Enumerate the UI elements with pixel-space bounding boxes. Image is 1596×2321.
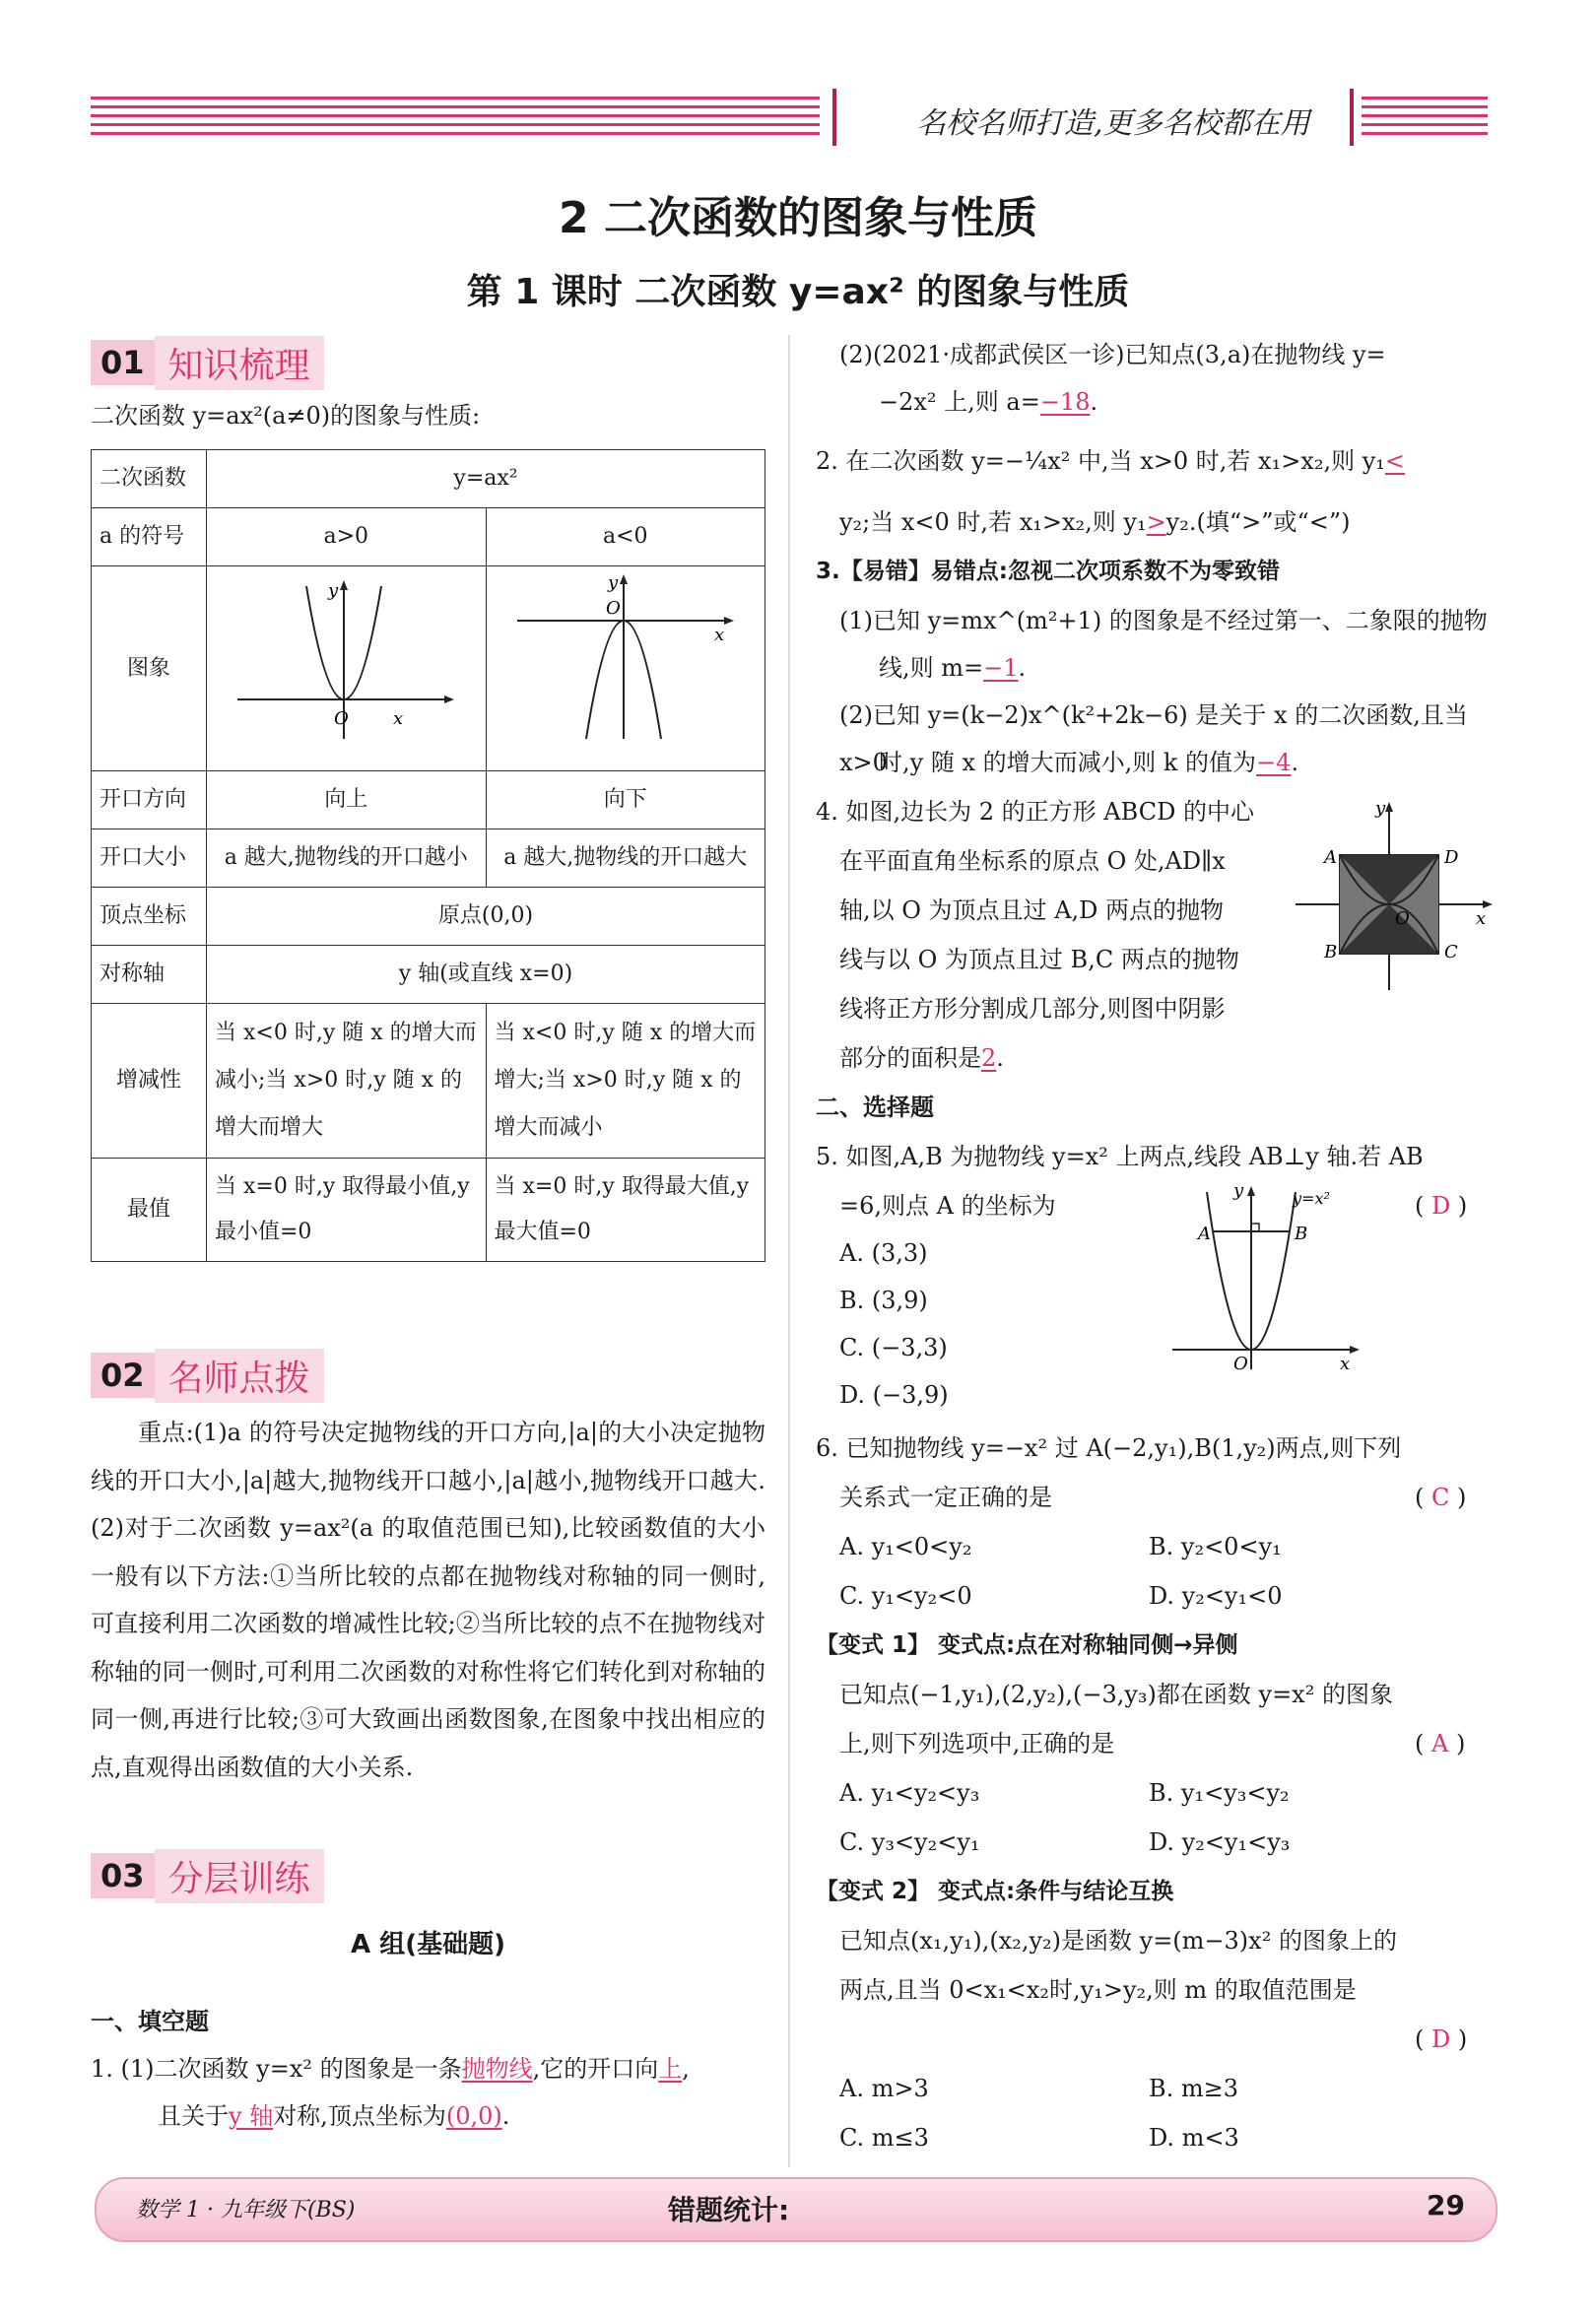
table-cell: 顶点坐标: [92, 888, 207, 946]
question-3-line-1: (1)已知 y=mx^(m²+1) 的图象是不经过第一、二象限的抛物: [839, 607, 1488, 634]
table-cell: 向上: [207, 771, 487, 829]
answer: y 轴: [229, 2102, 274, 2130]
answer: >: [1146, 508, 1166, 536]
section-label: 知识梳理: [155, 336, 324, 390]
axis-label-x: x: [713, 625, 724, 645]
table-cell: 原点(0,0): [207, 888, 765, 946]
origin-label: O: [605, 598, 621, 619]
table-cell: 开口方向: [92, 771, 207, 829]
question-5-answer: ( D ): [1415, 1192, 1468, 1220]
table-cell: 最值: [92, 1159, 207, 1262]
graph-cell-up: [207, 566, 487, 771]
table-row: [92, 888, 765, 946]
question-4-line-3: 轴,以 O 为顶点且过 A,D 两点的抛物: [839, 896, 1225, 924]
section-number: 02: [91, 1353, 155, 1398]
answer: −4: [1256, 749, 1292, 776]
option-a: A. y₁<y₂<y₃: [839, 1779, 980, 1807]
option-a: A. m>3: [839, 2075, 929, 2102]
upward-parabola-graph: [218, 566, 474, 754]
choice-section-title: 二、选择题: [816, 1094, 934, 1121]
parabola-ab-figure: [1163, 1172, 1369, 1379]
text: 对称,顶点坐标为: [273, 2102, 446, 2130]
question-6-line-1: 6. 已知抛物线 y=−x² 过 A(−2,y₁),B(1,y₂)两点,则下列: [816, 1434, 1402, 1462]
table-cell: 当 x<0 时,y 随 x 的增大而增大;当 x>0 时,y 随 x 的增大而减小: [486, 1004, 765, 1159]
text: .: [501, 2102, 510, 2130]
lesson-title: 第 1 课时 二次函数 y=ax² 的图象与性质: [466, 272, 1130, 312]
text: 部分的面积是: [839, 1044, 981, 1072]
question-4-line-2: 在平面直角坐标系的原点 O 处,AD∥x: [839, 847, 1226, 875]
option-c: C. y₁<y₂<0: [839, 1582, 972, 1610]
table-cell: a>0: [207, 508, 487, 566]
footer-book-label: 数学 1 · 九年级下(BS): [136, 2198, 356, 2222]
option-c: C. m≤3: [839, 2124, 929, 2152]
section-label: 名师点拨: [155, 1349, 324, 1403]
label-a: A: [1324, 847, 1337, 868]
option-b: B. y₂<0<y₁: [1149, 1533, 1282, 1560]
table-cell: 对称轴: [92, 946, 207, 1004]
table-cell: a 越大,抛物线的开口越大: [486, 829, 765, 888]
option-b: B. y₁<y₃<y₂: [1149, 1779, 1290, 1807]
answer: <: [1384, 447, 1406, 475]
answer: (0,0): [445, 2102, 502, 2130]
group-a-title: A 组(基础题): [351, 1930, 505, 1959]
tip-paragraph: 重点:(1)a 的符号决定抛物线的开口方向,|a|的大小决定抛物线的开口大小,|a|越大,抛物线开口越小,|a|越小,抛物线开口越大.(2)对于二次函数 y=ax²(a 的取值范围已知),比较函数值的大小一般有以下方法:①当所比较的点都在抛物线对称轴的同一侧时,可直接利用二次函数的增减性比较;②当所比较的点不在抛物线对称轴的同一侧时,可利用二次函数的对称性将它们转化到对称轴的同一侧,再进行比较;③可大致画出函数图象,在图象中找出相应的点,直观得出函数值的大小关系.: [91, 1419, 765, 1781]
table-row: [92, 1004, 765, 1159]
square-parabola-figure: [1291, 788, 1497, 995]
text: 线,则 m=: [879, 654, 984, 682]
question-1-line-1: [91, 2045, 765, 2092]
option-d: D. y₂<y₁<y₃: [1149, 1828, 1291, 1856]
question-1-line-2: [158, 2092, 768, 2140]
table-cell: 当 x=0 时,y 取得最大值,y最大值=0: [486, 1159, 765, 1262]
label-b: B: [1324, 942, 1338, 962]
question-3-line-4: [879, 739, 1490, 786]
section-number: 03: [91, 1853, 155, 1898]
text: .: [1291, 749, 1299, 776]
text: y₂;当 x<0 时,若 x₁>x₂,则 y₁: [839, 508, 1147, 536]
answer: −18: [1039, 388, 1091, 416]
answer: C: [1431, 1484, 1450, 1511]
page-number: 29: [1427, 2189, 1465, 2222]
table-cell: 二次函数: [92, 450, 207, 508]
option-d: D. (−3,9): [839, 1381, 949, 1409]
table-cell: a 越大,抛物线的开口越小: [207, 829, 487, 888]
label-x: x: [1476, 908, 1487, 929]
question-3-line-3: (2)已知 y=(k−2)x^(k²+2k−6) 是关于 x 的二次函数,且当 x>0: [839, 701, 1468, 776]
fill-section-title: 一、填空题: [91, 2008, 209, 2035]
answer: 上: [658, 2055, 683, 2083]
label-d: D: [1444, 847, 1459, 868]
header-bar-right: [1350, 89, 1354, 146]
label-y: y: [1233, 1180, 1244, 1201]
option-a: A. y₁<0<y₂: [839, 1533, 972, 1560]
properties-table: [91, 449, 765, 1262]
header-lines-left: [91, 97, 820, 136]
table-row: [92, 450, 765, 508]
question-6-answer: ( C ): [1415, 1484, 1467, 1511]
option-a: A. (3,3): [839, 1239, 928, 1267]
variant-1-answer: ( A ): [1415, 1730, 1466, 1757]
origin-label: O: [334, 708, 350, 729]
option-c: C. (−3,3): [839, 1334, 948, 1361]
text: ,它的开口向: [532, 2055, 659, 2083]
table-cell: y 轴(或直线 x=0): [207, 946, 765, 1004]
question-4-line-1: 4. 如图,边长为 2 的正方形 ABCD 的中心: [816, 798, 1254, 826]
graph-cell-down: [486, 566, 765, 771]
answer: A: [1431, 1730, 1449, 1757]
option-d: D. y₂<y₁<0: [1149, 1582, 1283, 1610]
question-1b-line-2: [879, 378, 1490, 426]
table-cell: 当 x=0 时,y 取得最小值,y最小值=0: [207, 1159, 487, 1262]
text: .: [1018, 654, 1027, 682]
label-y: y: [1375, 798, 1386, 819]
header-lines-right: [1362, 97, 1488, 136]
table-row: [92, 1159, 765, 1262]
text: 2. 在二次函数 y=−¼x² 中,当 x>0 时,若 x₁>x₂,则 y₁: [816, 447, 1385, 475]
label-c: C: [1444, 942, 1458, 962]
text: −2x² 上,则 a=: [879, 388, 1040, 416]
question-3-title: 3.【易错】易错点:忽视二次项系数不为零致错: [816, 559, 1280, 584]
question-5-line-1: 5. 如图,A,B 为抛物线 y=x² 上两点,线段 AB⊥y 轴.若 AB: [816, 1143, 1424, 1170]
table-cell: 当 x<0 时,y 随 x 的增大而减小;当 x>0 时,y 随 x 的增大而增大: [207, 1004, 487, 1159]
text: ,: [682, 2055, 690, 2083]
answer: 抛物线: [461, 2055, 533, 2083]
label-a: A: [1198, 1224, 1211, 1244]
question-6-line-2: 关系式一定正确的是: [839, 1484, 1052, 1511]
text: .: [1090, 388, 1098, 416]
header-slogan: 名校名师打造,更多名校都在用: [916, 106, 1310, 141]
table-row: [92, 508, 765, 566]
question-4-line-4: 线与以 O 为顶点且过 B,C 两点的抛物: [839, 946, 1239, 973]
text: 时,y 随 x 的增大而减小,则 k 的值为: [879, 749, 1257, 776]
column-divider: [788, 335, 790, 2167]
axis-label-y: y: [607, 572, 618, 593]
label-eq: y=x²: [1293, 1189, 1330, 1208]
text: 且关于: [158, 2102, 229, 2130]
axis-label-y: y: [328, 580, 339, 601]
table-cell: 增减性: [92, 1004, 207, 1159]
table-cell: y=ax²: [207, 450, 765, 508]
variant-2-line-1: 已知点(x₁,y₁),(x₂,y₂)是函数 y=(m−3)x² 的图象上的: [839, 1927, 1397, 1955]
answer: 2: [981, 1044, 997, 1072]
text: .: [996, 1044, 1004, 1072]
section-label: 分层训练: [155, 1849, 324, 1903]
table-cell: 向下: [486, 771, 765, 829]
question-4-line-6: [839, 1034, 1293, 1082]
variant-2-answer: ( D ): [1415, 2025, 1468, 2053]
axis-label-x: x: [393, 708, 404, 729]
variant-2-title: 【变式 2】 变式点:条件与结论互换: [816, 1879, 1174, 1904]
label-o: O: [1233, 1354, 1248, 1374]
answer: −1: [983, 654, 1019, 682]
footer-error-stats: 错题统计:: [668, 2194, 790, 2226]
page-title: 2 二次函数的图象与性质: [559, 193, 1037, 243]
table-cell: 图象: [92, 566, 207, 771]
section-number: 01: [91, 340, 155, 385]
table-cell: a<0: [486, 508, 765, 566]
label-x: x: [1340, 1354, 1351, 1374]
table-row: [92, 566, 765, 771]
footer-bar: [95, 2177, 1497, 2242]
option-b: B. m≥3: [1149, 2075, 1239, 2102]
table-cell: a 的符号: [92, 508, 207, 566]
option-b: B. (3,9): [839, 1287, 928, 1314]
text: y₂.(填“>”或“<”): [1165, 508, 1351, 536]
question-2-line-1: [816, 437, 1496, 485]
header-bar-left: [832, 89, 836, 146]
intro-text: 二次函数 y=ax²(a≠0)的图象与性质:: [91, 402, 481, 430]
variant-1-line-1: 已知点(−1,y₁),(2,y₂),(−3,y₃)都在函数 y=x² 的图象: [839, 1681, 1393, 1708]
text: 1. (1)二次函数 y=x² 的图象是一条: [91, 2055, 462, 2083]
question-5-line-2: =6,则点 A 的坐标为: [839, 1192, 1056, 1220]
question-2-line-2: [839, 498, 1490, 546]
downward-parabola-graph: [498, 566, 754, 754]
table-cell: 开口大小: [92, 829, 207, 888]
question-1b-line-1: (2)(2021·成都武侯区一诊)已知点(3,a)在抛物线 y=: [839, 341, 1386, 368]
variant-1-line-2: 上,则下列选项中,正确的是: [839, 1730, 1115, 1757]
answer: D: [1431, 2025, 1451, 2053]
table-row: [92, 829, 765, 888]
variant-2-line-2: 两点,且当 0<x₁<x₂时,y₁>y₂,则 m 的取值范围是: [839, 1976, 1357, 2004]
section-knowledge: [91, 337, 324, 388]
label-o: O: [1395, 908, 1410, 929]
question-3-line-2: [879, 644, 1490, 692]
section-training: [91, 1850, 324, 1901]
table-row: [92, 771, 765, 829]
question-4-line-5: 线将正方形分割成几部分,则图中阴影: [839, 995, 1226, 1023]
table-row: [92, 946, 765, 1004]
answer: D: [1431, 1192, 1451, 1220]
variant-1-title: 【变式 1】 变式点:点在对称轴同侧→异侧: [816, 1632, 1238, 1658]
label-b: B: [1295, 1224, 1308, 1244]
option-d: D. m<3: [1149, 2124, 1239, 2152]
section-tips: [91, 1350, 324, 1401]
option-c: C. y₃<y₂<y₁: [839, 1828, 980, 1856]
